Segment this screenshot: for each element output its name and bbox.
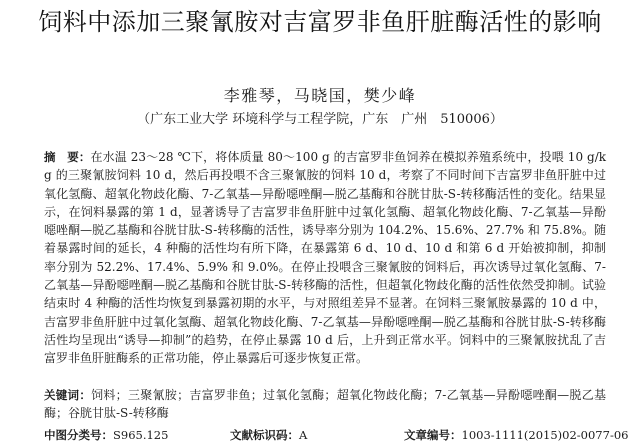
article-title: 饲料中添加三聚氰胺对吉富罗非鱼肝脏酶活性的影响 (38, 8, 602, 36)
document-code-label: 文献标识码： (230, 428, 299, 442)
keywords-label: 关键词： (44, 388, 92, 402)
classification-row (44, 426, 629, 444)
clc-value: S965.125 (113, 428, 169, 442)
document-code-value: A (299, 428, 308, 442)
clc-label: 中图分类号： (44, 428, 113, 442)
article-number-label: 文章编号： (404, 428, 462, 442)
abstract-text: 在水温 23～28 ℃下，将体质量 80～100 g 的吉富罗非鱼饲养在模拟养殖系统中，投喂 10 g/kg 的三聚氰胺饲料 10 d，然后再投喂不含三聚氰胺的饲料 10 d，考察了不同时间下吉富罗非鱼肝脏中过氧化氢酶、超氧化物歧化酶、7-乙氧基—异酚噁唑酮—脱乙基酶和谷胱甘肽-S-转移酶活性的变化。结果显示，在饲料暴露的第 1 d，显著诱导了吉富罗非鱼肝脏中过氧化氢酶、超氧化物歧化酶、7-乙氧基—异酚噁唑酮—脱乙基酶和谷胱甘肽-S-转移酶的活性，诱导率分别为 104.2%、15.6%、27.7% 和 75.8%。随着暴露时间的延长，4 种酶的活性均有所下降，在暴露第 6 d、10 d、10 d 和第 6 d 开始被抑制，抑制率分别为 52.2%、17.4%、5.9% 和 9.0%。在停止投喂含三聚氰胺的饲料后，再次诱导过氧化氢酶、7-乙氧基—异酚噁唑酮—脱乙基酶和谷胱甘肽-S-转移酶的活性，但超氧化物歧化酶的活性依然受抑制。试验结束时 4 种酶的活性均恢复到暴露初期的水平，与对照组差异不显著。在饲料三聚氰胺暴露的 10 d 中，吉富罗非鱼肝脏中过氧化氢酶、超氧化物歧化酶、7-乙氧基—异酚噁唑酮—脱乙基酶和谷胱甘肽-S-转移酶活性均呈现出“诱导—抑制”的趋势，在停止暴露 10 d 后，上升到正常水平。饲料中的三聚氰胺扰乱了吉富罗非鱼肝脏酶系的正常功能，停止暴露后可逐步恢复正常。 (44, 150, 607, 366)
abstract-block (44, 148, 606, 368)
author-list: 李雅琴，马晓国，樊少峰 (223, 86, 417, 105)
keywords-text: 饲料；三聚氰胺；吉富罗非鱼；过氧化氢酶；超氧化物歧化酶；7-乙氧基—异酚噁唑酮—脱乙基酶；谷胱甘肽-S-转移酶 (44, 388, 606, 420)
keywords-block (44, 386, 606, 422)
author-affiliation: （广东工业大学 环境科学与工程学院，广东 广州 510006） (137, 112, 503, 127)
article-number (404, 426, 628, 444)
clc-number (44, 426, 168, 444)
abstract-label: 摘 要： (44, 150, 91, 164)
article-number-value: 1003-1111(2015)02-0077-06 (461, 428, 629, 442)
document-code (230, 426, 307, 444)
